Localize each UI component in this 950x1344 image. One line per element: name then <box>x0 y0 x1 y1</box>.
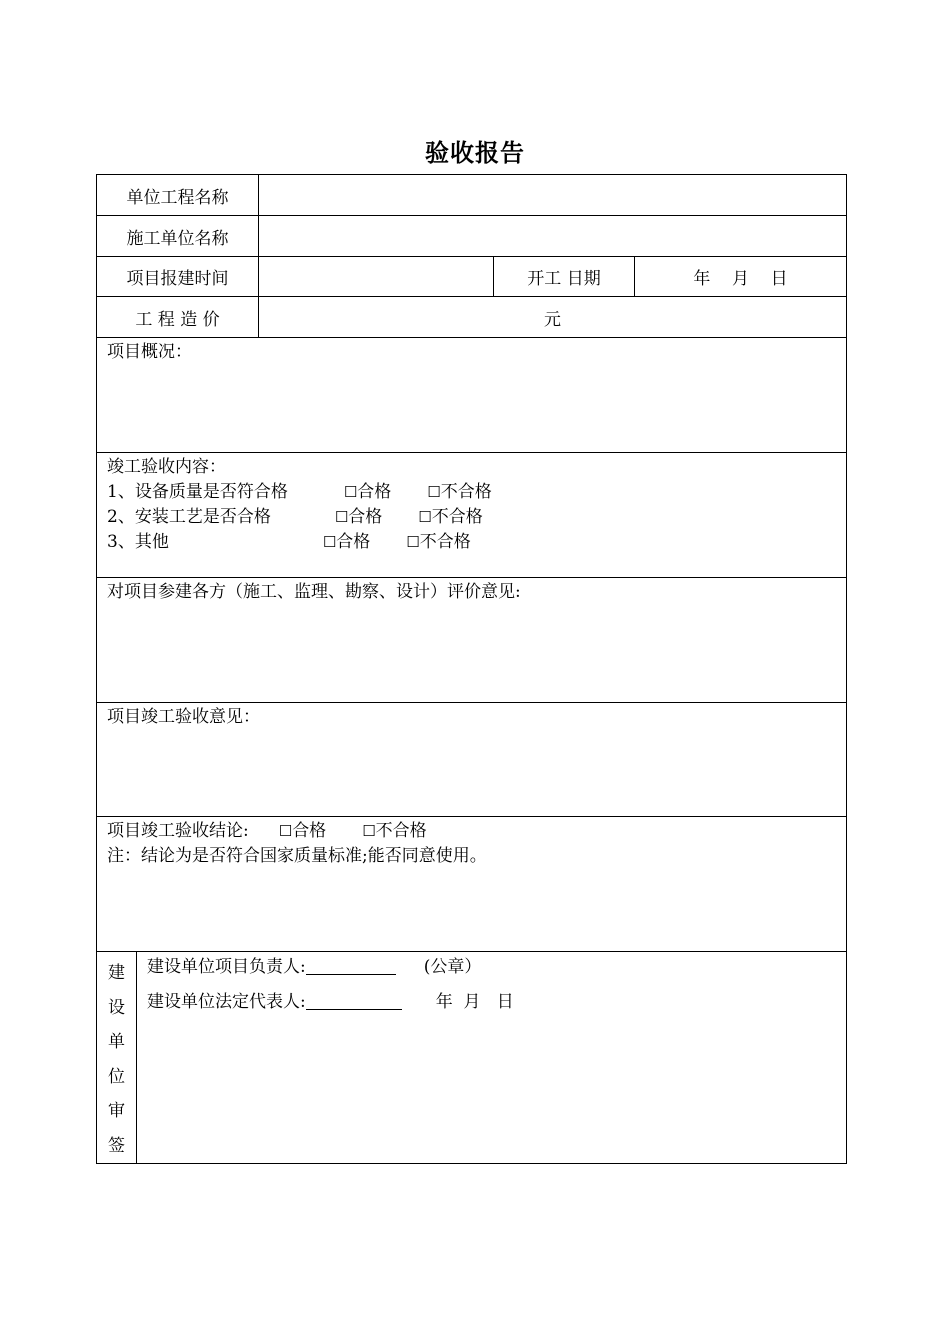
conclusion-note: 注：结论为是否符合国家质量标准;能否同意使用。 <box>107 846 487 866</box>
row-evaluation <box>97 578 847 703</box>
page-title: 验收报告 <box>425 139 525 167</box>
acceptance-content-label: 竣工验收内容： <box>107 457 226 477</box>
legal-rep-signature-row: 建设单位法定代表人: 年 月 日 <box>147 992 514 1012</box>
acceptance-item-3: 3、其他 ☐合格 ☐不合格 <box>107 532 471 552</box>
overview-label: 项目概况： <box>107 342 192 362</box>
field-project-filing-time[interactable] <box>259 257 494 297</box>
checkbox-empty-icon[interactable]: ☐ <box>278 822 293 840</box>
section-evaluation[interactable] <box>97 578 847 703</box>
acceptance-opinion-label: 项目竣工验收意见： <box>107 707 260 727</box>
checkbox-empty-icon[interactable]: ☐ <box>406 533 420 551</box>
row-construction-unit-name <box>97 216 847 257</box>
section-overview[interactable] <box>97 338 847 453</box>
label-start-date: 开工 日期 <box>494 257 635 297</box>
conclusion-label: 项目竣工验收结论: <box>107 821 249 841</box>
checkbox-empty-icon[interactable]: ☐ <box>362 822 376 840</box>
row-conclusion <box>97 817 847 952</box>
row-acceptance-content <box>97 453 847 578</box>
acceptance-form-table <box>96 174 847 1164</box>
row-overview <box>97 338 847 453</box>
checkbox-empty-icon[interactable]: ☐ <box>322 533 337 551</box>
field-start-date[interactable]: 年 月 日 <box>635 257 847 297</box>
evaluation-label: 对项目参建各方（施工、监理、勘察、设计）评价意见: <box>107 582 521 602</box>
section-acceptance-opinion[interactable] <box>97 703 847 817</box>
checkbox-empty-icon[interactable]: ☐ <box>334 508 349 526</box>
field-unit-project-name[interactable] <box>259 175 847 216</box>
row-acceptance-opinion <box>97 703 847 817</box>
legal-rep-signature-line[interactable] <box>306 991 402 1010</box>
label-unit-project-name: 单位工程名称 <box>97 175 259 216</box>
field-construction-unit-name[interactable] <box>259 216 847 257</box>
acceptance-item-1: 1、设备质量是否符合格 ☐合格 ☐不合格 <box>107 482 492 502</box>
row-project-filing-time <box>97 257 847 297</box>
cost-unit: 元 <box>544 309 561 330</box>
manager-signature-row: 建设单位项目负责人: (公章） <box>147 957 482 977</box>
checkbox-empty-icon[interactable]: ☐ <box>427 483 441 501</box>
seal-label: (公章） <box>423 957 482 977</box>
field-project-cost[interactable] <box>259 297 847 338</box>
signoff-content <box>137 952 847 1164</box>
row-project-cost <box>97 297 847 338</box>
row-signoff <box>97 952 847 1164</box>
conclusion-line: 项目竣工验收结论: ☐合格 ☐不合格 <box>107 821 427 841</box>
signoff-vertical-label: 建 设 单 位 审 签 <box>97 952 137 1164</box>
section-conclusion <box>97 817 847 952</box>
label-project-filing-time: 项目报建时间 <box>97 257 259 297</box>
manager-signature-line[interactable] <box>306 956 396 975</box>
signoff-date[interactable]: 年 月 日 <box>435 992 514 1012</box>
checkbox-empty-icon[interactable]: ☐ <box>343 483 358 501</box>
checkbox-empty-icon[interactable]: ☐ <box>418 508 432 526</box>
acceptance-item-2: 2、安装工艺是否合格 ☐合格 ☐不合格 <box>107 507 483 527</box>
section-acceptance-content <box>97 453 847 578</box>
label-project-cost: 工 程 造 价 <box>97 297 259 338</box>
label-construction-unit-name: 施工单位名称 <box>97 216 259 257</box>
row-unit-project-name <box>97 175 847 216</box>
